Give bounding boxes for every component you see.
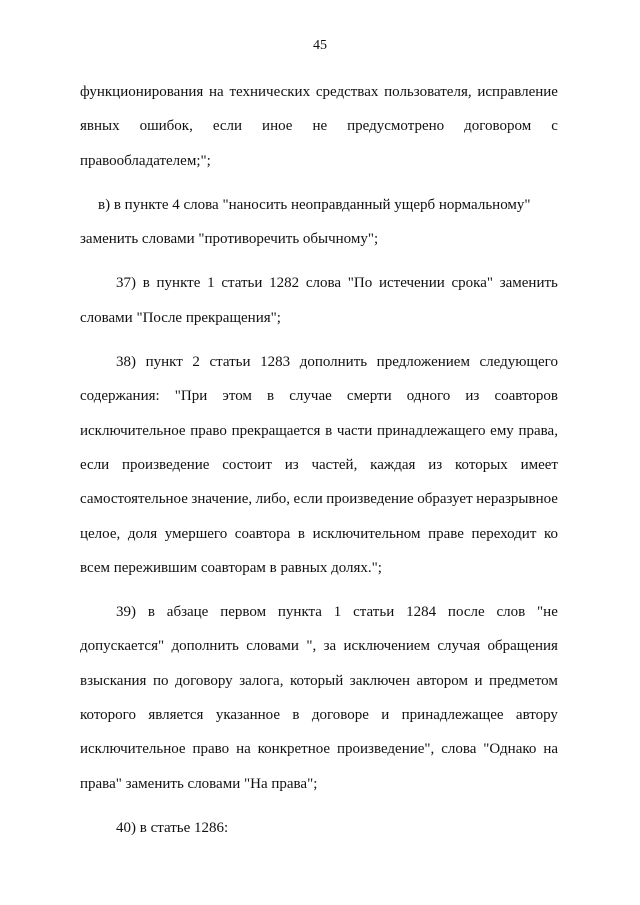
word: предложением xyxy=(376,354,470,371)
word: целое, xyxy=(80,525,121,542)
word: и xyxy=(381,707,390,724)
word: предметом xyxy=(489,672,558,689)
word: на xyxy=(209,84,224,100)
word: одного xyxy=(406,388,451,405)
word: образует xyxy=(417,491,473,508)
word: состоит xyxy=(222,456,272,473)
word: 39) xyxy=(116,604,136,621)
word: технических xyxy=(229,84,311,100)
word: указанное xyxy=(215,707,281,724)
word: в xyxy=(147,604,155,621)
word: в xyxy=(325,422,333,439)
word: если xyxy=(212,118,243,135)
word: право xyxy=(192,741,230,758)
word: слова xyxy=(305,275,342,292)
text-line: правообладателем;"; xyxy=(80,152,211,169)
word: умершего xyxy=(164,525,228,542)
word: на xyxy=(236,741,251,758)
word: этом xyxy=(222,388,252,405)
paragraph-item-v xyxy=(80,195,558,264)
word: договору xyxy=(174,672,233,689)
word: произведение xyxy=(122,456,210,473)
word: в xyxy=(267,388,275,405)
word: "При xyxy=(174,388,208,405)
word: исправление xyxy=(477,84,558,100)
word: явных xyxy=(80,118,120,135)
word: доля xyxy=(127,525,158,542)
word: пункта xyxy=(277,604,322,621)
word: обращения xyxy=(487,638,558,655)
word: принадлежащего xyxy=(376,422,486,439)
text-line xyxy=(80,524,558,558)
word: пользователя, xyxy=(384,84,472,100)
document-body xyxy=(80,82,558,852)
word: 1282 xyxy=(269,275,300,292)
word: заключен xyxy=(349,672,411,689)
text-line xyxy=(80,273,558,307)
word: в xyxy=(142,275,150,292)
word: частей, xyxy=(311,456,358,473)
word: 1 xyxy=(333,604,342,621)
word: пункт xyxy=(145,354,183,371)
word: ко xyxy=(543,525,558,542)
word: следующего xyxy=(479,354,558,371)
text-line xyxy=(80,82,558,116)
word: 1283 xyxy=(260,354,291,371)
word: каждая xyxy=(370,456,416,473)
word: переходит xyxy=(471,525,537,542)
word: произведение xyxy=(326,491,414,508)
text-line xyxy=(80,455,558,489)
word: исключительное xyxy=(80,422,186,439)
paragraph-item-39 xyxy=(80,602,558,808)
word: срока" xyxy=(451,275,493,292)
word: в xyxy=(297,525,305,542)
text-line xyxy=(80,489,558,523)
paragraph-item-37 xyxy=(80,273,558,342)
word: дополнить xyxy=(299,354,368,371)
word: из xyxy=(428,456,443,473)
text-line xyxy=(80,636,558,670)
word: права, xyxy=(518,422,558,439)
word: которого xyxy=(80,707,136,724)
word: исключительном xyxy=(312,525,421,542)
word: по xyxy=(152,672,169,689)
word: случае xyxy=(289,388,332,405)
word: который xyxy=(289,672,344,689)
word: истечении xyxy=(378,275,445,292)
word: является xyxy=(148,707,204,724)
word: неразрывное xyxy=(476,491,558,508)
word: либо, xyxy=(255,491,291,508)
text-line xyxy=(80,602,558,636)
word: слова xyxy=(441,741,477,758)
word: если xyxy=(293,491,323,508)
word: части xyxy=(336,422,373,439)
word: функционирования xyxy=(80,84,204,100)
page-number: 45 xyxy=(313,38,327,53)
word: средствах xyxy=(315,84,379,100)
word: имеет xyxy=(520,456,558,473)
word: содержания: xyxy=(80,388,160,405)
text-line: в) в пункте 4 слова "наносить неоправданный ущерб нормальному" xyxy=(98,196,531,213)
word: 38) xyxy=(116,354,136,371)
word: взыскания xyxy=(80,672,147,689)
word: самостоятельное xyxy=(80,491,188,508)
word: ему xyxy=(490,422,514,439)
word: предусмотрено xyxy=(347,118,445,135)
word: статьи xyxy=(221,275,263,292)
word: смерти xyxy=(346,388,392,405)
word: случая xyxy=(437,638,481,655)
text-line: права" заменить словами "На права"; xyxy=(80,775,318,792)
word: 37) xyxy=(116,275,136,292)
text-line: 40) в статье 1286: xyxy=(116,819,229,836)
text-line xyxy=(80,421,558,455)
text-line xyxy=(80,116,558,150)
word: из xyxy=(465,388,480,405)
word: залога, xyxy=(239,672,284,689)
word: значение, xyxy=(191,491,253,508)
paragraph-item-40 xyxy=(80,818,558,852)
paragraph-item-38 xyxy=(80,352,558,592)
text-line xyxy=(80,739,558,773)
word: на xyxy=(543,741,558,758)
word: право xyxy=(190,422,227,439)
word: "По xyxy=(347,275,373,292)
word: прекращается xyxy=(231,422,321,439)
text-line: всем пережившим соавторам в равных долях."; xyxy=(80,559,382,576)
word: договором xyxy=(464,118,532,135)
word: слов xyxy=(496,604,526,621)
word: словами xyxy=(246,638,299,655)
word: 1 xyxy=(207,275,215,292)
text-line: заменить словами "противоречить обычному"; xyxy=(80,231,379,248)
word: статьи xyxy=(209,354,251,371)
word: если xyxy=(80,456,110,473)
word: "Однако xyxy=(483,741,537,758)
text-line: словами "После прекращения"; xyxy=(80,309,281,326)
word: ", xyxy=(306,638,317,655)
word: иное xyxy=(262,118,293,135)
word: статьи xyxy=(353,604,395,621)
word: исключением xyxy=(343,638,431,655)
word: в xyxy=(292,707,300,724)
text-line xyxy=(80,386,558,420)
word: абзаце xyxy=(166,604,209,621)
word: дополнить xyxy=(171,638,239,655)
word: пункте xyxy=(156,275,201,292)
word: автору xyxy=(515,707,558,724)
word: соавтора xyxy=(234,525,291,542)
word: не xyxy=(312,118,328,135)
word: соавторов xyxy=(494,388,558,405)
word: "не xyxy=(537,604,558,621)
text-line xyxy=(80,705,558,739)
word: договоре xyxy=(311,707,369,724)
word: заменить xyxy=(499,275,558,292)
word: допускается" xyxy=(80,638,165,655)
word: после xyxy=(447,604,485,621)
word: которых xyxy=(455,456,508,473)
word: исключительное xyxy=(80,741,186,758)
word: 2 xyxy=(192,354,200,371)
word: из xyxy=(284,456,299,473)
word: автором xyxy=(416,672,468,689)
text-line xyxy=(80,352,558,386)
word: принадлежащее xyxy=(401,707,504,724)
word: праве xyxy=(428,525,464,542)
word: 1284 xyxy=(406,604,437,621)
word: ошибок, xyxy=(139,118,193,135)
word: за xyxy=(323,638,337,655)
word: первом xyxy=(220,604,267,621)
word: произведение", xyxy=(336,741,435,758)
text-line xyxy=(80,671,558,705)
word: и xyxy=(474,672,483,689)
word: с xyxy=(551,118,558,135)
paragraph-continuation xyxy=(80,82,558,185)
word: конкретное xyxy=(257,741,331,758)
